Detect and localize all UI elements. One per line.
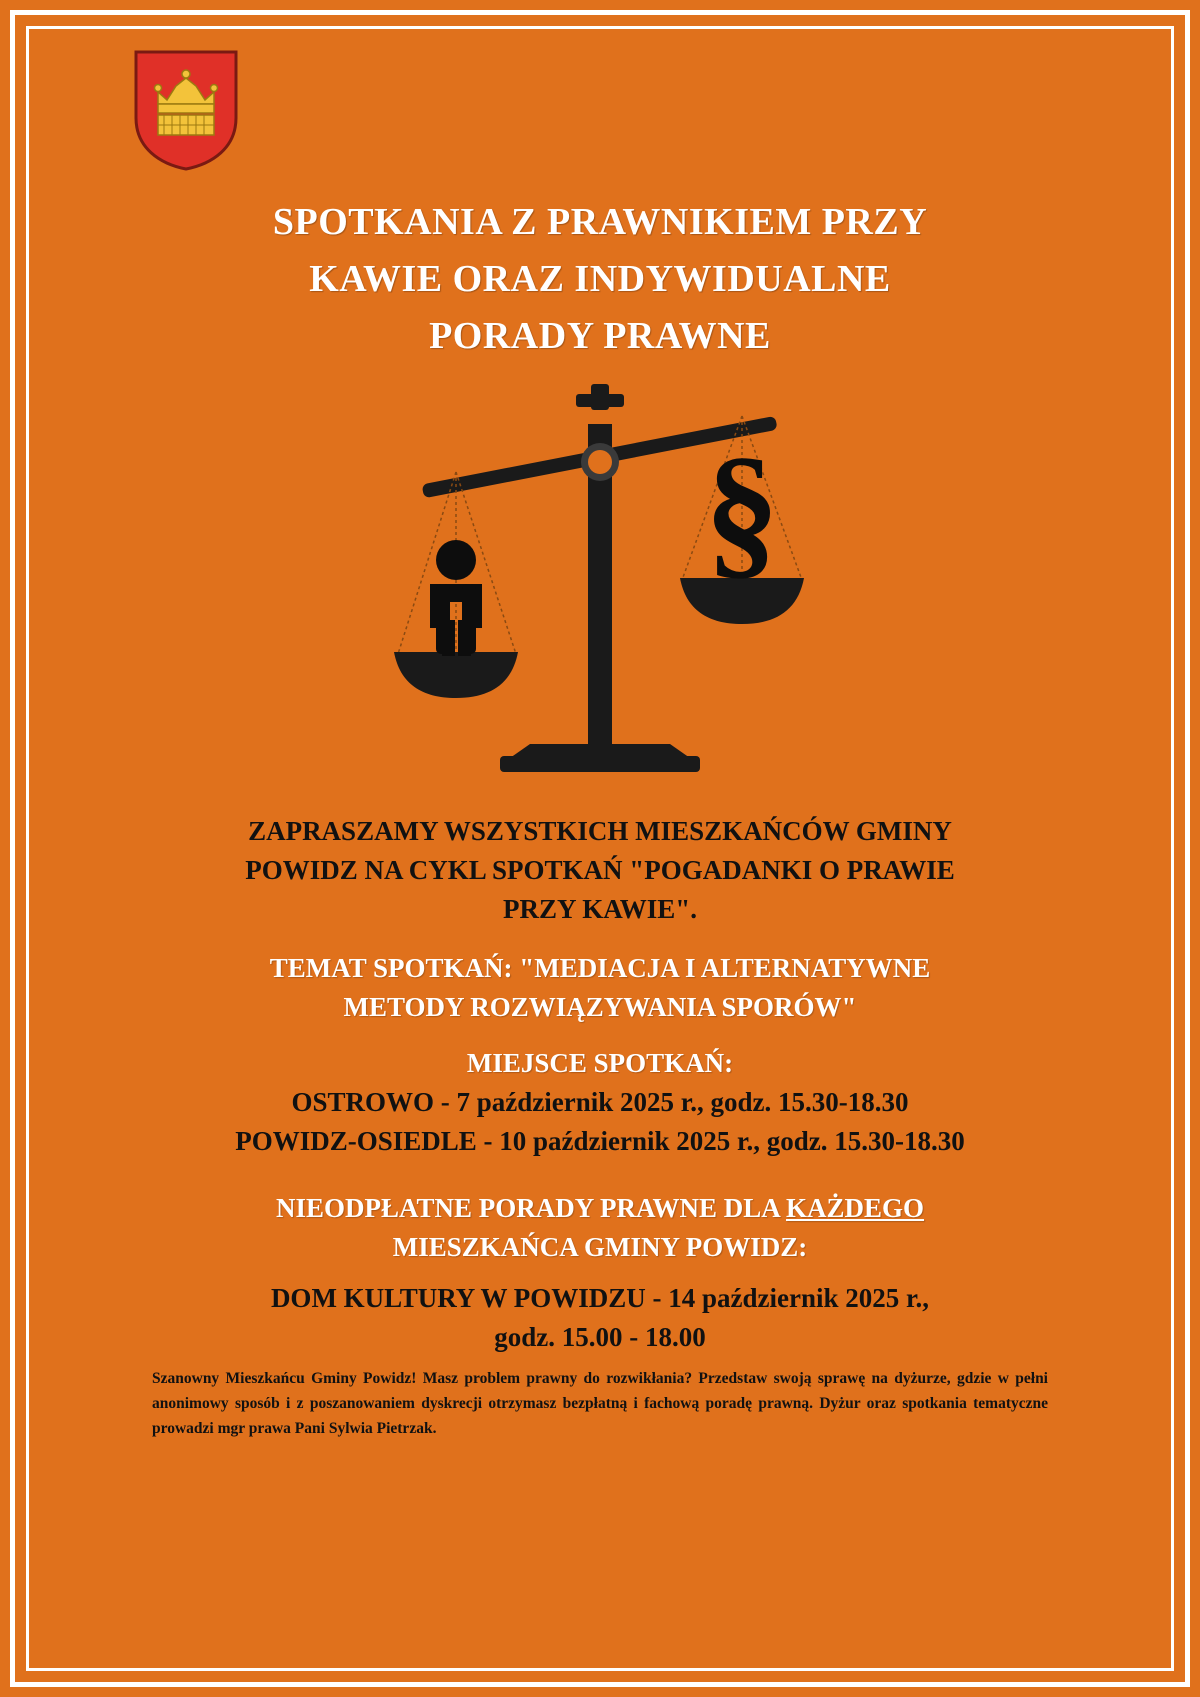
free-advice-line-1 xyxy=(80,1189,1120,1228)
invitation-line-3: PRZY KAWIE". xyxy=(502,894,697,925)
invitation-line-1: ZAPRASZAMY WSZYSTKICH MIESZKAŃCÓW GMINY xyxy=(248,816,952,846)
place-heading: MIEJSCE SPOTKAŃ: xyxy=(466,1048,734,1078)
topic-line-1: TEMAT SPOTKAŃ: "MEDIACJA I ALTERNATYWNE xyxy=(269,953,931,983)
svg-text:§: § xyxy=(704,427,780,593)
title-line-2: KAWIE ORAZ INDYWIDUALNE xyxy=(309,258,891,300)
title-line-3: PORADY PRAWNE xyxy=(429,315,771,357)
place-line-2: POWIDZ-OSIEDLE - 10 październik 2025 r., godz. 15.30-18.30 xyxy=(235,1126,965,1157)
free-advice-prefix: NIEODPŁATNE PORADY PRAWNE DLA xyxy=(275,1193,786,1223)
venue-line-1: DOM KULTURY W POWIDZU - 14 październik 2025 r., xyxy=(270,1283,930,1313)
venue-block xyxy=(80,1279,1120,1357)
free-advice-emphasis: KAŻDEGO xyxy=(786,1193,925,1223)
title-line-1: SPOTKANIA Z PRAWNIKIEM PRZY xyxy=(272,201,928,243)
free-advice-line-2: MIESZKAŃCA GMINY POWIDZ: xyxy=(392,1232,808,1263)
place-block xyxy=(80,1044,1120,1161)
venue-line-2: godz. 15.00 - 18.00 xyxy=(494,1322,706,1353)
footnote-text: Szanowny Mieszkańcu Gminy Powidz! Masz problem prawny do rozwikłania? Przedstaw swoją sprawę na dyżurze, gdzie w pełni anonimowy sposób i z poszanowaniem dyskrecji otrzymasz bezpłatną i fachową poradę prawną. Dyżur oraz spotkania tematyczne prowadzi mgr prawa Pani Sylwia Pietrzak. xyxy=(152,1370,1048,1437)
topic-paragraph xyxy=(80,949,1120,1027)
free-advice-block xyxy=(80,1189,1120,1267)
invitation-paragraph xyxy=(80,812,1120,929)
place-line-1: OSTROWO - 7 październik 2025 r., godz. 15.30-18.30 xyxy=(291,1087,909,1118)
topic-line-2: METODY ROZWIĄZYWANIA SPORÓW" xyxy=(343,992,857,1023)
invitation-line-2: POWIDZ NA CYKL SPOTKAŃ "POGADANKI O PRAWIE xyxy=(245,855,955,886)
poster-content xyxy=(40,34,1160,1663)
scales-of-justice-icon xyxy=(40,384,1160,789)
coat-of-arms-icon xyxy=(132,48,240,173)
poster-title xyxy=(40,194,1160,365)
